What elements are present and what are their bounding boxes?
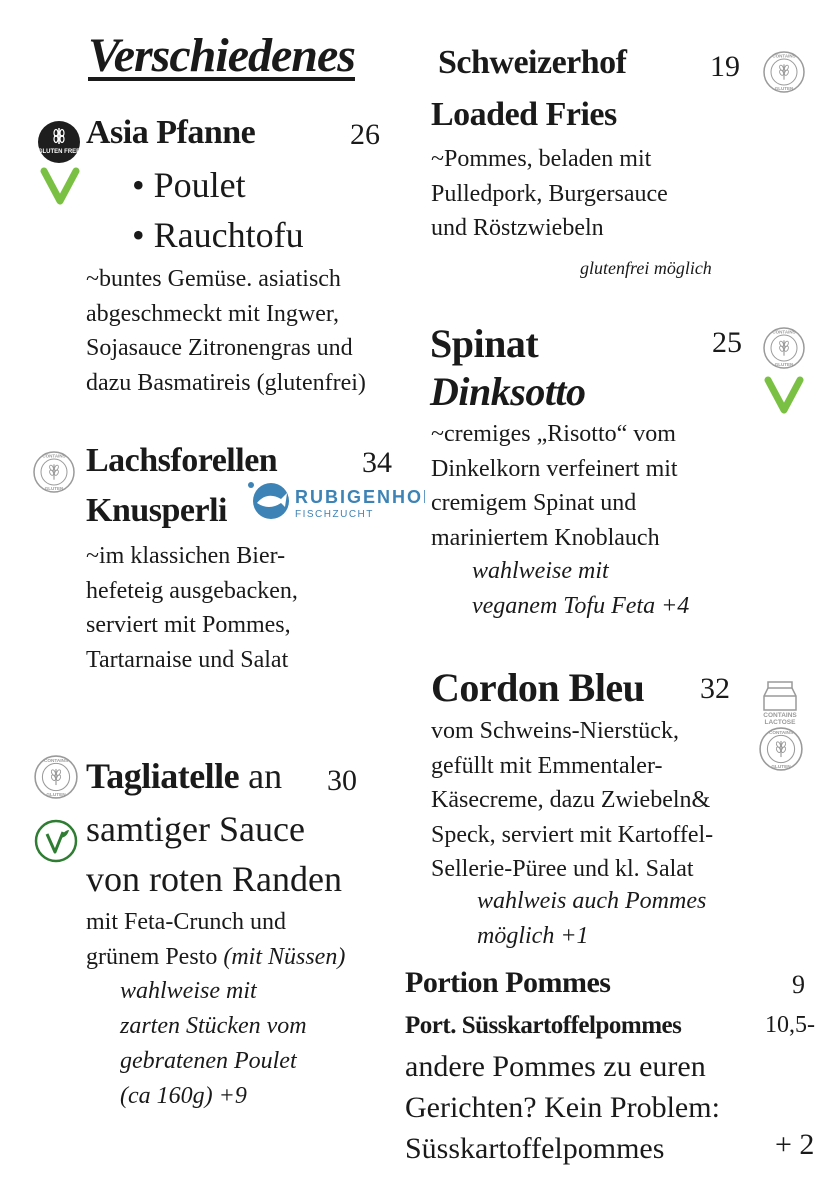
- dish-name-lachs-2: Knusperli: [86, 492, 227, 529]
- option-item: • Rauchtofu: [132, 215, 304, 255]
- svg-text:GLUTEN FREE: GLUTEN FREE: [37, 149, 81, 155]
- contains-gluten-icon: [758, 726, 804, 772]
- asia-description: ~buntes Gemüse. asiatisch abgeschmeckt mit Ingwer, Sojasauce Zitronengras und dazu Basmatireis (glutenfrei): [86, 266, 366, 396]
- contains-gluten-icon: [762, 326, 806, 370]
- dish-name-asia: Asia Pfanne: [86, 114, 256, 151]
- svg-text:RUBIGENHOF: RUBIGENHOF: [295, 487, 425, 507]
- spinat-option: wahlweise mit veganem Tofu Feta +4: [472, 558, 690, 619]
- contains-gluten-icon: [33, 754, 79, 800]
- price-suesskartoffel-upgrade: + 2: [775, 1128, 815, 1161]
- svg-text:GLUTEN: GLUTEN: [46, 791, 66, 797]
- dish-name-spinat-1: Spinat: [430, 321, 539, 366]
- dish-name-cordon: Cordon Bleu: [431, 665, 645, 710]
- svg-text:GLUTEN: GLUTEN: [774, 86, 794, 91]
- dish-name-fries-1: Schweizerhof: [438, 44, 627, 81]
- contains-gluten-icon: [762, 50, 806, 94]
- svg-text:CONTAINS: CONTAINS: [42, 453, 66, 459]
- tagliatelle-line2: samtiger Sauce: [86, 809, 305, 849]
- svg-text:GLUTEN: GLUTEN: [44, 486, 64, 491]
- cordon-option: wahlweis auch Pommes möglich +1: [477, 888, 707, 949]
- dish-name-spinat-2: Dinksotto: [430, 369, 586, 414]
- lachs-description: ~im klassichen Bier- hefeteig ausgebacken, serviert mit Pommes, Tartarnaise und Salat: [86, 543, 298, 673]
- fries-note: glutenfrei möglich: [580, 258, 712, 278]
- cordon-description: vom Schweins-Nierstück, gefüllt mit Emmentaler- Käsecreme, dazu Zwiebeln& Speck, serviert mit Kartoffel- Sellerie-Püree und kl. Salat: [431, 718, 714, 882]
- option-item: • Poulet: [132, 165, 246, 205]
- svg-text:CONTAINS: CONTAINS: [772, 53, 796, 59]
- dish-name-fries-2: Loaded Fries: [431, 96, 617, 133]
- svg-text:FISCHZUCHT: FISCHZUCHT: [295, 509, 374, 520]
- svg-text:GLUTEN: GLUTEN: [774, 362, 794, 367]
- price-suesskartoffel: 10,5-: [765, 1012, 815, 1038]
- sides-text: andere Pommes zu euren Gerichten? Kein Problem: Süsskartoffelpommes: [405, 1050, 720, 1165]
- vegan-icon: [38, 163, 82, 207]
- price-pommes: 9: [792, 970, 805, 999]
- page-title: Verschiedenes: [88, 29, 355, 82]
- tagliatelle-description: mit Feta-Crunch und grünem Pesto (mit Nüssen): [86, 909, 346, 970]
- vegan-icon: [762, 372, 806, 416]
- price-asia: 26: [350, 118, 380, 151]
- price-lachs: 34: [362, 446, 392, 479]
- price-spinat: 25: [712, 326, 742, 359]
- vegetarian-icon: [33, 818, 79, 864]
- side-suesskartoffel: Port. Süsskartoffelpommes: [405, 1012, 682, 1039]
- dish-name-lachs-1: Lachsforellen: [86, 442, 278, 479]
- price-fries: 19: [710, 50, 740, 83]
- asia-options: [132, 160, 304, 260]
- svg-text:LACTOSE: LACTOSE: [764, 719, 796, 726]
- svg-text:GLUTEN: GLUTEN: [771, 763, 791, 769]
- fries-description: ~Pommes, beladen mit Pulledpork, Burgersauce und Röstzwiebeln: [431, 146, 668, 241]
- tagliatelle-option: wahlweise mit zarten Stücken vom gebratenen Poulet (ca 160g) +9: [120, 978, 307, 1109]
- spinat-description: ~cremiges „Risotto“ vom Dinkelkorn verfeinert mit cremigem Spinat und mariniertem Knoblauch: [431, 421, 678, 551]
- contains-lactose-icon: [756, 676, 804, 726]
- price-tagliatelle: 30: [327, 764, 357, 797]
- contains-gluten-icon: [32, 450, 76, 494]
- rubigenhof-logo: [243, 477, 425, 523]
- svg-text:CONTAINS: CONTAINS: [772, 329, 796, 335]
- side-pommes: Portion Pommes: [405, 966, 611, 999]
- tagliatelle-line3: von roten Randen: [86, 859, 342, 899]
- svg-text:CONTAINS: CONTAINS: [768, 729, 794, 735]
- svg-text:CONTAINS: CONTAINS: [43, 757, 69, 763]
- dish-name-tagliatelle: Tagliatelle an: [86, 756, 283, 796]
- svg-text:CONTAINS: CONTAINS: [763, 712, 797, 719]
- price-cordon: 32: [700, 672, 730, 705]
- gluten-free-badge: [37, 120, 81, 164]
